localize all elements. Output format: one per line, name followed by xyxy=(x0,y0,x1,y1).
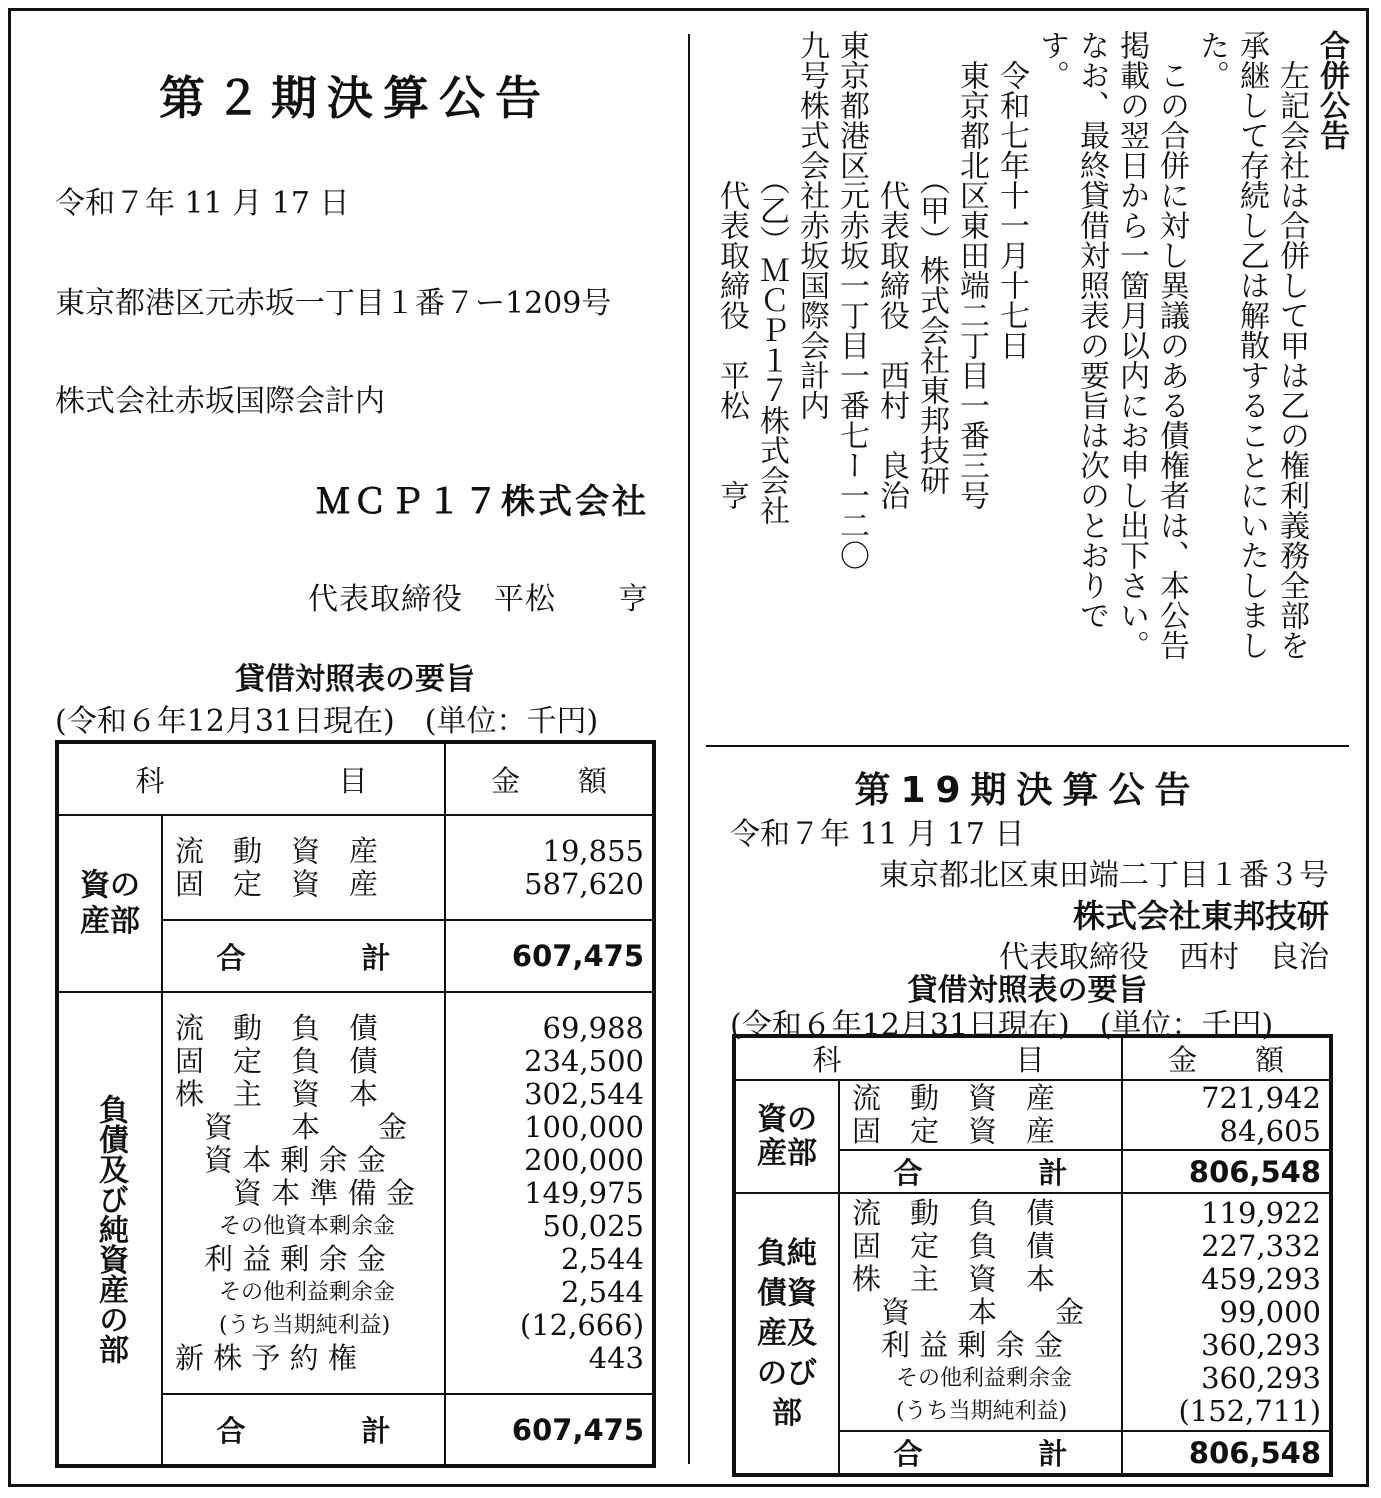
left-notice-date: 令和７年 11 月 17 日 xyxy=(55,186,350,221)
amount-fixed-assets: 587,620 xyxy=(524,866,645,901)
liabilities-total: 806,548 xyxy=(1122,1431,1331,1475)
item-net-income: (うち当期純利益) xyxy=(175,1312,391,1338)
amount-current-liabilities: 69,988 xyxy=(542,1010,645,1045)
amount-capital-stock: 100,000 xyxy=(524,1109,645,1144)
left-notice-address: 東京都港区元赤坂一丁目１番７ー1209号 xyxy=(55,286,612,321)
right-divider xyxy=(706,745,1349,747)
left-notice-representative: 代表取締役 平松 亨 xyxy=(308,582,649,617)
amount-other-capital-surplus: 50,025 xyxy=(542,1208,645,1243)
assets-total-label: 合 計 xyxy=(162,920,445,992)
merger-line: た。 xyxy=(1194,30,1229,90)
right-notice-date: 令和７年 11 月 17 日 xyxy=(730,817,1025,852)
merger-line: 掲載の翌日から一箇月以内にお申し出下さい。 xyxy=(1114,30,1149,660)
item-fixed-liabilities: 固 定 負 債 xyxy=(852,1228,1056,1263)
right-notice-address: 東京都北区東田端二丁目１番３号 xyxy=(879,858,1329,893)
item-capital-stock: 資 本 金 xyxy=(175,1109,408,1144)
header-amount: 金 額 xyxy=(1122,1036,1331,1080)
liabilities-items xyxy=(839,1193,1122,1431)
assets-section-label: 資の産部 xyxy=(57,815,162,992)
amount-fixed-liabilities: 227,332 xyxy=(1201,1228,1322,1263)
left-balance-sheet-table xyxy=(55,740,656,1468)
liabilities-section-label: 負債及び純資産の部 xyxy=(57,992,162,1466)
merger-address-a: 東京都北区東田端二丁目一番三号 xyxy=(954,30,989,510)
liabilities-amounts xyxy=(445,992,654,1394)
assets-total: 607,475 xyxy=(445,920,654,992)
item-capital-reserve: 資 本 準 備 金 xyxy=(175,1175,415,1210)
merger-line: す。 xyxy=(1034,30,1069,90)
liabilities-items xyxy=(162,992,445,1394)
merger-title: 合併公告 xyxy=(1314,30,1349,150)
item-retained-earnings: 利 益 剰 余 金 xyxy=(175,1241,386,1276)
header-item: 科 目 xyxy=(734,1036,1122,1080)
item-fixed-assets: 固 定 資 産 xyxy=(852,1114,1056,1148)
merger-address-b: 東京都港区元赤坂一丁目一番七ー一二〇 xyxy=(834,30,869,570)
liabilities-total-label: 合 計 xyxy=(839,1431,1122,1475)
assets-section-label: 資の産部 xyxy=(734,1080,839,1193)
merger-notice xyxy=(711,30,1351,720)
column-divider xyxy=(688,34,690,1464)
item-other-retained-earnings: その他利益剰余金 xyxy=(852,1365,1073,1391)
item-net-income: (うち当期純利益) xyxy=(852,1398,1068,1424)
liabilities-amounts xyxy=(1122,1193,1331,1431)
liabilities-section-label: 負純債資産及のび部 xyxy=(734,1193,839,1475)
item-capital-stock: 資 本 金 xyxy=(852,1294,1085,1329)
item-current-assets: 流 動 資 産 xyxy=(175,833,379,868)
item-capital-surplus: 資 本 剰 余 金 xyxy=(175,1142,386,1177)
left-bs-title: 貸借対照表の要旨 xyxy=(235,662,475,697)
left-notice-company: ＭＣＰ１７株式会社 xyxy=(316,482,649,522)
amount-retained-earnings: 2,544 xyxy=(560,1241,645,1276)
assets-amounts xyxy=(445,815,654,920)
merger-line: 承継して存続し乙は解散することにいたしまし xyxy=(1234,30,1269,660)
header-item: 科 目 xyxy=(57,742,445,815)
item-fixed-liabilities: 固 定 負 債 xyxy=(175,1043,379,1078)
header-amount: 金 額 xyxy=(445,742,654,815)
right-notice-company: 株式会社東邦技研 xyxy=(1072,897,1329,935)
amount-other-retained-earnings: 360,293 xyxy=(1201,1360,1322,1395)
amount-fixed-assets: 84,605 xyxy=(1219,1114,1322,1148)
liabilities-total-label: 合 計 xyxy=(162,1394,445,1466)
item-current-liabilities: 流 動 負 債 xyxy=(175,1010,379,1045)
amount-fixed-liabilities: 234,500 xyxy=(524,1043,645,1078)
amount-other-retained-earnings: 2,544 xyxy=(560,1274,645,1309)
left-notice-care-of: 株式会社赤坂国際会計内 xyxy=(55,384,385,419)
amount-current-assets: 721,942 xyxy=(1201,1081,1322,1115)
right-balance-sheet-table xyxy=(732,1034,1333,1477)
merger-rep-a: 代表取締役 西村 良治 xyxy=(874,30,909,510)
item-shareholders-equity: 株 主 資 本 xyxy=(852,1261,1056,1296)
merger-rep-b: 代表取締役 平松 亨 xyxy=(714,30,749,510)
merger-line: この合併に対し異議のある債権者は、本公告 xyxy=(1154,30,1189,660)
amount-stock-acquisition-rights: 443 xyxy=(588,1340,645,1375)
item-current-assets: 流 動 資 産 xyxy=(852,1081,1056,1115)
amount-current-liabilities: 119,922 xyxy=(1201,1195,1322,1230)
amount-capital-reserve: 149,975 xyxy=(524,1175,645,1210)
amount-capital-stock: 99,000 xyxy=(1219,1294,1322,1329)
merger-line: 左記会社は合併して甲は乙の権利義務全部を xyxy=(1274,30,1309,660)
amount-retained-earnings: 360,293 xyxy=(1201,1327,1322,1362)
item-stock-acquisition-rights: 新 株 予 約 権 xyxy=(175,1340,357,1375)
right-bs-title: 貸借対照表の要旨 xyxy=(907,973,1148,1008)
item-shareholders-equity: 株 主 資 本 xyxy=(175,1076,379,1111)
assets-items xyxy=(839,1080,1122,1150)
left-notice-title: 第２期決算公告 xyxy=(159,71,551,125)
item-current-liabilities: 流 動 負 債 xyxy=(852,1195,1056,1230)
merger-company-a: （甲）株式会社東邦技研 xyxy=(914,30,949,495)
assets-total: 806,548 xyxy=(1122,1150,1331,1193)
assets-items xyxy=(162,815,445,920)
merger-date: 令和七年十一月十七日 xyxy=(994,30,1029,360)
item-retained-earnings: 利 益 剰 余 金 xyxy=(852,1327,1063,1362)
liabilities-total: 607,475 xyxy=(445,1394,654,1466)
assets-amounts xyxy=(1122,1080,1331,1150)
merger-address-b-cont: 九号株式会社赤坂国際会計内 xyxy=(794,30,829,420)
item-other-capital-surplus: その他資本剰余金 xyxy=(175,1213,396,1239)
amount-current-assets: 19,855 xyxy=(542,833,645,868)
right-bs-note: (令和６年12月31日現在) (単位：千円) xyxy=(730,1008,1274,1043)
amount-capital-surplus: 200,000 xyxy=(524,1142,645,1177)
item-fixed-assets: 固 定 資 産 xyxy=(175,866,379,901)
amount-shareholders-equity: 302,544 xyxy=(524,1076,645,1111)
right-notice-representative: 代表取締役 西村 良治 xyxy=(999,940,1329,975)
merger-company-b: （乙）ＭＣＰ１７株式会社 xyxy=(754,30,789,525)
left-bs-note: (令和６年12月31日現在) (単位：千円) xyxy=(55,704,599,739)
amount-shareholders-equity: 459,293 xyxy=(1201,1261,1322,1296)
assets-total-label: 合 計 xyxy=(839,1150,1122,1193)
item-other-retained-earnings: その他利益剰余金 xyxy=(175,1279,396,1305)
right-notice-title: 第19期決算公告 xyxy=(854,770,1201,811)
amount-net-income: (12,666) xyxy=(519,1307,645,1342)
amount-net-income: (152,711) xyxy=(1178,1393,1322,1428)
merger-line: なお、最終貸借対照表の要旨は次のとおりで xyxy=(1074,30,1109,630)
